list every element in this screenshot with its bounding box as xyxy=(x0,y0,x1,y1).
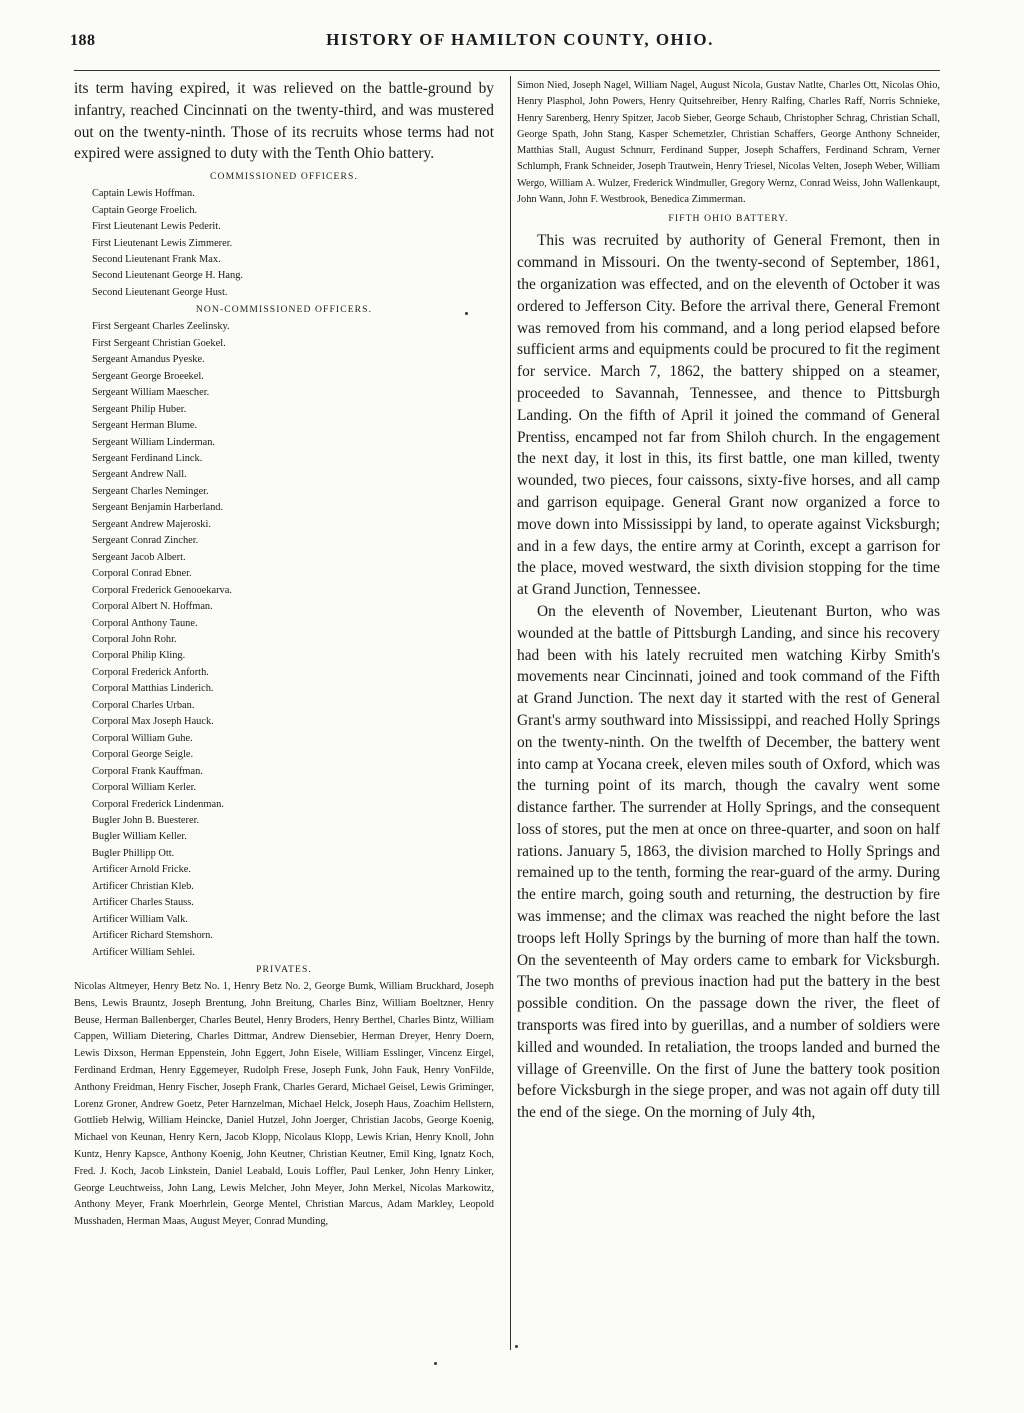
noncommissioned-officer-entry: Sergeant Andrew Nall. xyxy=(92,469,187,481)
noncommissioned-officer-entry: Artificer Christian Kleb. xyxy=(92,880,194,892)
battery-paragraph-1: This was recruited by authority of General Fremont, then in command in Missouri. On the twenty-second of September, 1861, the organization was effected, and on the eleventh of October it was ordered to Jefferson City. Before the arrival there, General Fremont was removed from his command, and a long period elapsed before sufficient arms and equipments could be procured to fit the regiment for service. March 7, 1862, the battery shipped on a steamer, proceeded to Savannah, Tennessee, and thence to Pittsburgh Landing. On the fifth of April it joined the command of General Prentiss, encamped not far from Shiloh church. In the engagement the next day, it lost in this, its first battle, one man killed, twenty wounded, two pieces, four caissons, sixty-five horses, and all camp and garrison equipage. General Grant now organized a force to move down into Mississippi by land, to operate against Vicksburgh; and in a few days, the entire army at Corinth, except a garrison for the place, moved westward, the sixth division stopping for the time at Grand Junction, Tennessee. xyxy=(517,232,940,599)
privates-heading: PRIVATES. xyxy=(256,964,312,976)
noncommissioned-officer-entry: Artificer William Valk. xyxy=(92,913,188,925)
noncommissioned-officer-entry: Corporal George Seigle. xyxy=(92,749,194,761)
noncommissioned-officer-entry: Sergeant Benjamin Harberland. xyxy=(92,502,224,514)
ink-speck xyxy=(465,312,468,315)
noncommissioned-officer-entry: Corporal Frederick Lindenman. xyxy=(92,798,224,810)
page-number: 188 xyxy=(70,32,96,49)
noncommissioned-officer-entry: Sergeant Philip Huber. xyxy=(92,403,187,415)
noncommissioned-officer-entry: Corporal Matthias Linderich. xyxy=(92,683,214,695)
privates-continued: Simon Nied, Joseph Nagel, William Nagel, August Nicola, Gustav Natlte, Charles Ott, Nicolas Ohio, Henry Plasphol, John Powers, Henry Quitsehreiber, Henry Ralfing, Charles Raff, Norris Schnieke, Henry Sarenberg, Henry Spitzer, Jacob Sieber, George Schaub, Christopher Schrag, Christian Schall, George Spath, John Stang, Kasper Schemetzler, Christian Schaffers, George Anthony Schneider, Matthias Stall, August Schnurr, Ferdinand Supper, Joseph Schaffers, Ferdinand Schram, Verner Schlumph, Frank Schneider, Joseph Trautwein, Henry Triesel, Nicolas Velten, Joseph Weber, William Wergo, William A. Wulzer, Frederick Windmuller, Gregory Wernz, Conrad Weiss, John Wallenkaupt, John Wann, John F. Westbrook, Benedica Zimmerman. xyxy=(517,80,940,206)
noncommissioned-officer-entry: Sergeant William Maescher. xyxy=(92,387,210,399)
intro-paragraph: its term having expired, it was relieved on the battle-ground by infantry, reached Cincinnati on the twenty-third, and was mustered out on the twenty-ninth. Those of its recruits whose terms had not expired were assigned to duty with the Tenth Ohio battery. xyxy=(74,80,494,163)
header-rule xyxy=(74,70,940,71)
noncommissioned-officer-entry: Corporal Albert N. Hoffman. xyxy=(92,601,213,613)
section-heading: FIFTH OHIO BATTERY. xyxy=(668,213,789,225)
noncommissioned-officers-heading: NON-COMMISSIONED OFFICERS. xyxy=(195,304,373,316)
noncommissioned-officer-entry: First Sergeant Christian Goekel. xyxy=(92,337,226,349)
battery-paragraph-2: On the eleventh of November, Lieutenant Burton, who was wounded at the battle of Pittsburgh Landing, and since his recovery had been with his lately recruited men watching Kirby Smith's movements near Cincinnati, joined and took command of the Fifth at Grand Junction. The next day it started with the rest of General Grant's army southward into Mississippi, and reached Holly Springs on the twenty-ninth. On the twelfth of December, the battery went into camp at Yocana creek, eleven miles south of Oxford, which was the turning point of its march, though the cavalry went some distance farther. The surrender at Holly Springs, and the consequent loss of stores, put the men at once on three-quarter, and soon on half rations. January 5, 1863, the division marched to Holly Springs and remained up to the tenth, forming the rear-guard of the army. During the entire march, going south and returning, the destruction by fire was immense; and the climax was reached the night before the last troops left Holly Springs by the burning of more than half the town. On the seventeenth of May orders came to embark for Vicksburgh. The two months of previous inaction had put the battery in the best possible condition. On the passage down the river, the fleet of transports was fired into by guerillas, and a number of soldiers were killed and wounded. In retaliation, the troops landed and burned the village of Greenville. On the first of June the battery took position before Vicksburgh in the siege proper, and was not again off duty till the end of the siege. On the morning of July 4th, xyxy=(517,602,940,1122)
ink-speck xyxy=(434,1362,437,1365)
noncommissioned-officer-entry: Sergeant Jacob Albert. xyxy=(92,551,186,563)
commissioned-officer-entry: Captain George Froelich. xyxy=(92,204,198,216)
noncommissioned-officer-entry: Sergeant Charles Neminger. xyxy=(92,485,209,497)
noncommissioned-officer-entry: Sergeant Andrew Majeroski. xyxy=(92,518,211,530)
running-title: HISTORY OF HAMILTON COUNTY, OHIO. xyxy=(326,30,714,49)
noncommissioned-officer-entry: Bugler Phillipp Ott. xyxy=(92,847,175,859)
left-column xyxy=(74,78,494,1231)
noncommissioned-officer-entry: Sergeant Ferdinand Linck. xyxy=(92,452,203,464)
noncommissioned-officer-entry: Corporal Max Joseph Hauck. xyxy=(92,716,214,728)
noncommissioned-officer-entry: Bugler William Keller. xyxy=(92,831,187,843)
commissioned-officer-entry: Second Lieutenant George Hust. xyxy=(92,286,228,298)
noncommissioned-officers-list xyxy=(74,319,494,961)
noncommissioned-officer-entry: Sergeant William Linderman. xyxy=(92,436,215,448)
commissioned-officer-entry: Captain Lewis Hoffman. xyxy=(92,188,195,200)
noncommissioned-officer-entry: Corporal Conrad Ebner. xyxy=(92,568,192,580)
noncommissioned-officer-entry: Sergeant Conrad Zincher. xyxy=(92,535,199,547)
noncommissioned-officer-entry: Sergeant Amandus Pyeske. xyxy=(92,354,205,366)
ink-speck xyxy=(515,1345,518,1348)
noncommissioned-officer-entry: Corporal Philip Kling. xyxy=(92,650,186,662)
noncommissioned-officer-entry: Bugler John B. Buesterer. xyxy=(92,814,200,826)
noncommissioned-officer-entry: Artificer Arnold Fricke. xyxy=(92,864,191,876)
noncommissioned-officer-entry: Corporal Frederick Genooekarva. xyxy=(92,584,232,596)
commissioned-officers-list xyxy=(74,186,494,301)
commissioned-officers-heading: COMMISSIONED OFFICERS. xyxy=(210,171,358,183)
commissioned-officer-entry: First Lieutenant Lewis Pederit. xyxy=(92,221,221,233)
column-divider xyxy=(510,76,511,1350)
noncommissioned-officer-entry: Artificer Charles Stauss. xyxy=(92,897,194,909)
noncommissioned-officer-entry: Corporal Anthony Taune. xyxy=(92,617,198,629)
noncommissioned-officer-entry: Corporal Frank Kauffman. xyxy=(92,765,203,777)
noncommissioned-officer-entry: Corporal Charles Urban. xyxy=(92,699,195,711)
noncommissioned-officer-entry: Sergeant George Broeekel. xyxy=(92,370,204,382)
noncommissioned-officer-entry: Artificer Richard Stemshorn. xyxy=(92,930,213,942)
noncommissioned-officer-entry: Artificer William Sehlei. xyxy=(92,946,195,958)
noncommissioned-officer-entry: First Sergeant Charles Zeelinsky. xyxy=(92,321,230,333)
noncommissioned-officer-entry: Corporal Frederick Anforth. xyxy=(92,666,209,678)
commissioned-officer-entry: First Lieutenant Lewis Zimmerer. xyxy=(92,237,233,249)
noncommissioned-officer-entry: Corporal William Guhe. xyxy=(92,732,193,744)
noncommissioned-officer-entry: Corporal John Rohr. xyxy=(92,633,177,645)
commissioned-officer-entry: Second Lieutenant Frank Max. xyxy=(92,254,221,265)
page-header xyxy=(70,30,970,58)
noncommissioned-officer-entry: Sergeant Herman Blume. xyxy=(92,420,198,432)
commissioned-officer-entry: Second Lieutenant George H. Hang. xyxy=(92,270,244,282)
noncommissioned-officer-entry: Corporal William Kerler. xyxy=(92,782,197,794)
right-column xyxy=(517,78,940,1124)
privates-list: Nicolas Altmeyer, Henry Betz No. 1, Henry Betz No. 2, George Bumk, William Bruckhard, Joseph Bens, Lewis Brauntz, Joseph Brentung, John Breitung, Charles Binz, William Boeltzner, Henry Beuse, Herman Ballenberger, Charles Beutel, Henry Broders, Henry Berthel, Charles Bintz, William Cappen, William Dietering, Charles Dittmar, Andrew Diensebier, Herman Dreyer, Henry Doern, Lewis Dixson, Herman Eppenstein, John Eggert, John Eisele, William Esslinger, Vincenz Eirgel, Ferdinand Erdman, Henry Eggemeyer, Rudolph Frese, Joseph Funk, John Fauk, Henry VonFilde, Anthony Freidman, Henry Fischer, Joseph Frank, Charles Gerard, Michael Geisel, Lewis Griminger, Lorenz Groner, Andrew Goetz, Peter Harnzelman, Michael Helck, Joseph Haus, Zoachim Hellstern, Gottlieb Helwig, William Heincke, Daniel Hutzel, John Joerger, Christian Jacobs, George Koenig, Michael von Keunan, Henry Kern, Jacob Klopp, Nicolaus Klopp, Lewis Krian, Henry Knoll, John Kuntz, Henry Kapsce, Anthony Koenig, John Keutner, Christian Keutner, Emil King, Ignatz Koch, Fred. J. Koch, Jacob Linkstein, Daniel Leabald, Louis Loffler, Paul Lenker, John Henry Linker, George Leuchtweiss, John Lang, Lewis Melcher, John Meyer, John Merkel, Nicolas Markowitz, Anthony Meyer, Frank Moerhrlein, George Mentel, Christian Marcus, Adam Markley, Leopold Musshaden, Herman Maas, August Meyer, Conrad Munding, xyxy=(74,981,494,1228)
